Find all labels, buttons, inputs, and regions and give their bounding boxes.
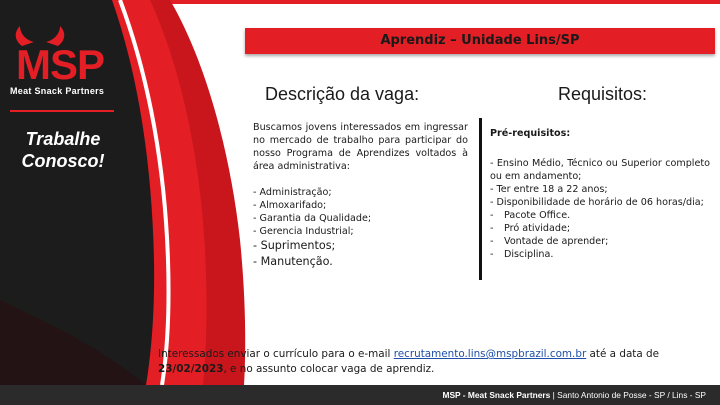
footer-bar bbox=[0, 385, 720, 405]
skill-label: Vontade de aprender; bbox=[504, 236, 609, 247]
instructions-middle: até a data de bbox=[586, 348, 660, 360]
description-intro: Buscamos jovens interessados em ingressar no mercado de trabalho para participar do nosso Programa de Aprendizes voltados à área administrativa: bbox=[253, 122, 468, 172]
column-divider bbox=[479, 118, 482, 280]
skill-item bbox=[490, 222, 710, 235]
instructions-prefix: Interessados enviar o currículo para o e-mail bbox=[158, 348, 394, 360]
title-banner bbox=[245, 28, 715, 54]
slogan bbox=[4, 128, 122, 172]
requirement-item: - Ensino Médio, Técnico ou Superior completo ou em andamento; bbox=[490, 158, 710, 182]
bullet-marker: - bbox=[490, 236, 494, 247]
prerequisites-title: Pré-requisitos: bbox=[490, 128, 571, 139]
logo-divider bbox=[10, 110, 114, 112]
area-item: - Almoxarifado; bbox=[253, 200, 327, 211]
area-item: - Administração; bbox=[253, 187, 332, 198]
areas-list bbox=[253, 186, 468, 270]
email-link[interactable]: recrutamento.lins@mspbrazil.com.br bbox=[393, 348, 587, 360]
footer-text bbox=[442, 385, 706, 405]
requirement-item: - Ter entre 18 a 22 anos; bbox=[490, 184, 608, 195]
slogan-line-1: Trabalhe bbox=[25, 129, 101, 149]
footer-separator: | bbox=[550, 390, 558, 400]
logo: MSP bbox=[16, 41, 105, 88]
skill-label: Pró atividade; bbox=[504, 223, 571, 234]
area-item: - Garantia da Qualidade; bbox=[253, 213, 372, 224]
area-item: - Manutenção. bbox=[253, 255, 333, 268]
area-item: - Gerencia Industrial; bbox=[253, 226, 354, 237]
bullet-marker: - bbox=[490, 249, 494, 260]
skill-label: Pacote Office. bbox=[504, 210, 571, 221]
deadline-date: 23/02/2023 bbox=[158, 363, 224, 375]
area-item: - Suprimentos; bbox=[253, 239, 336, 252]
logo-subtitle: Meat Snack Partners bbox=[10, 86, 105, 96]
page-title: Aprendiz – Unidade Lins/SP bbox=[380, 33, 580, 48]
instructions-suffix: , e no assunto colocar vaga de aprendiz. bbox=[223, 363, 435, 375]
skill-item bbox=[490, 235, 710, 248]
footer-locations: Santo Antonio de Posse - SP / Lins - SP bbox=[557, 390, 706, 400]
slogan-line-2: Conosco! bbox=[21, 151, 105, 171]
description-section bbox=[253, 121, 468, 270]
footer-company: MSP - Meat Snack Partners bbox=[442, 390, 551, 400]
application-instructions bbox=[158, 347, 698, 377]
description-heading: Descrição da vaga: bbox=[265, 84, 420, 104]
requirements-section bbox=[490, 127, 710, 261]
requirements-heading: Requisitos: bbox=[558, 84, 648, 104]
skill-item bbox=[490, 248, 710, 261]
bullet-marker: - bbox=[490, 210, 494, 221]
requirement-item: - Disponibilidade de horário de 06 horas/dia; bbox=[490, 197, 704, 208]
skill-item bbox=[490, 209, 710, 222]
skill-label: Disciplina. bbox=[504, 249, 554, 260]
bullet-marker: - bbox=[490, 223, 494, 234]
